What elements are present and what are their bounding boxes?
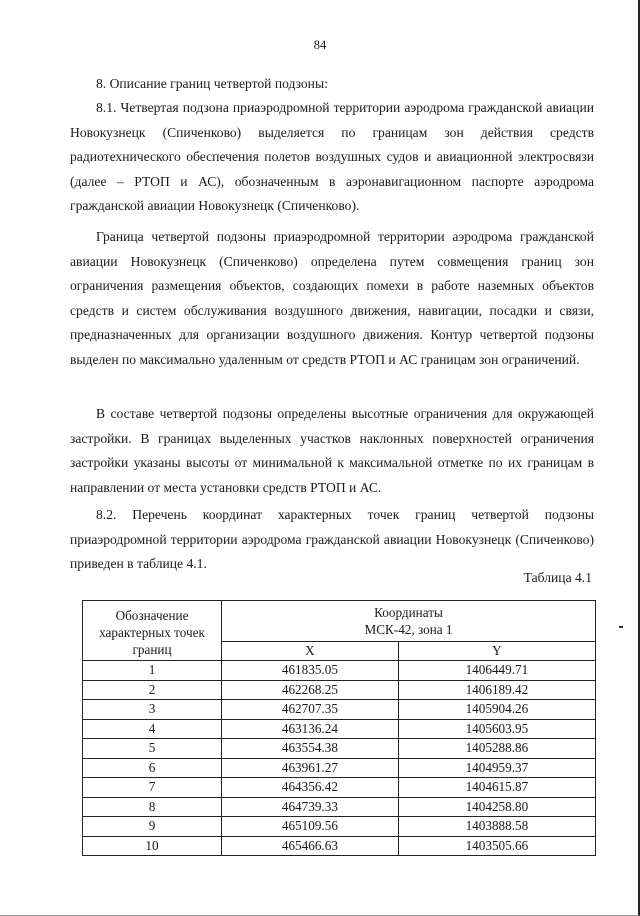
table-row — [83, 778, 596, 798]
paragraph-boundary — [70, 225, 594, 373]
x-value: 461835.05 — [222, 661, 399, 681]
point-number: 4 — [83, 719, 222, 739]
paragraph-text: 8.2. Перечень координат характерных точек границ четвертой подзоны приаэродромной территории аэродрома гражданской авиации Новокузнецк (Спиченково) приведен в таблице 4.1. — [70, 507, 594, 572]
paragraph-8-1 — [70, 96, 594, 219]
x-value: 463554.38 — [222, 739, 399, 759]
y-value: 1404959.37 — [398, 758, 595, 778]
point-number: 9 — [83, 817, 222, 837]
y-value: 1403888.58 — [398, 817, 595, 837]
table-row — [83, 661, 596, 681]
table-row — [83, 700, 596, 720]
point-number: 5 — [83, 739, 222, 759]
table-row — [83, 817, 596, 837]
coordinates-header-line2: МСК-42, зона 1 — [364, 622, 453, 637]
table-row — [83, 719, 596, 739]
y-value: 1405904.26 — [398, 700, 595, 720]
point-number: 2 — [83, 680, 222, 700]
section-heading — [70, 72, 594, 97]
point-number: 3 — [83, 700, 222, 720]
point-number: 10 — [83, 836, 222, 856]
table-row — [83, 758, 596, 778]
y-value: 1404615.87 — [398, 778, 595, 798]
point-number: 7 — [83, 778, 222, 798]
x-value: 465466.63 — [222, 836, 399, 856]
scan-mark — [619, 626, 623, 628]
point-number: 1 — [83, 661, 222, 681]
paragraph-text: 8.1. Четвертая подзона приаэродромной территории аэродрома гражданской авиации Новокузнецк (Спиченково) выделяется по границам зон действия средств радиотехнического обеспечения полетов воздушных судов и авиационной электросвязи (далее – РТОП и АС), обозначенным в аэронавигационном паспорте аэродрома гражданской авиации Новокузнецк (Спиченково). — [70, 100, 594, 214]
page-number: 84 — [313, 38, 327, 52]
paragraph-8-2 — [70, 503, 594, 577]
y-value: 1403505.66 — [398, 836, 595, 856]
coordinates-table — [82, 600, 596, 856]
paragraph-text: В составе четвертой подзоны определены высотные ограничения для окружающей застройки. В границах выделенных участков наклонных поверхностей ограничения застройки указаны высоты от минимальной к максимальной отметке по их границам в направлении от места установки средств РТОП и АС. — [70, 406, 594, 495]
x-value: 465109.56 — [222, 817, 399, 837]
y-value: 1406449.71 — [398, 661, 595, 681]
point-number: 8 — [83, 797, 222, 817]
point-number: 6 — [83, 758, 222, 778]
table-row — [83, 739, 596, 759]
x-value: 464356.42 — [222, 778, 399, 798]
x-value: 464739.33 — [222, 797, 399, 817]
coordinates-header-line1: Координаты — [374, 605, 443, 620]
x-value: 462707.35 — [222, 700, 399, 720]
paragraph-text: Граница четвертой подзоны приаэродромной территории аэродрома гражданской авиации Новокузнецк (Спиченково) определена путем совмещения границ зон ограничения размещения объектов, создающих помехи в работе наземных объектов средств и систем обслуживания воздушного движения, навигации, посадки и связи, предназначенных для организации воздушного движения. Контур четвертой подзоны выделен по максимально удаленным от средств РТОП и АС границам зон ограничений. — [70, 229, 594, 367]
y-value: 1405603.95 — [398, 719, 595, 739]
section-heading-text: 8. Описание границ четвертой подзоны: — [96, 76, 328, 91]
table-caption: Таблица 4.1 — [523, 570, 592, 585]
x-value: 462268.25 — [222, 680, 399, 700]
table-row — [83, 836, 596, 856]
y-value: 1405288.86 — [398, 739, 595, 759]
y-value: 1406189.42 — [398, 680, 595, 700]
table-row — [83, 680, 596, 700]
paragraph-height-restrictions — [70, 402, 594, 500]
table-row — [83, 797, 596, 817]
y-value: 1404258.80 — [398, 797, 595, 817]
x-value: 463961.27 — [222, 758, 399, 778]
point-label-header: Обозначение характерных точек границ — [83, 601, 222, 661]
x-value: 463136.24 — [222, 719, 399, 739]
coordinates-header — [222, 601, 596, 642]
y-header: Y — [398, 642, 595, 661]
x-header: X — [222, 642, 399, 661]
